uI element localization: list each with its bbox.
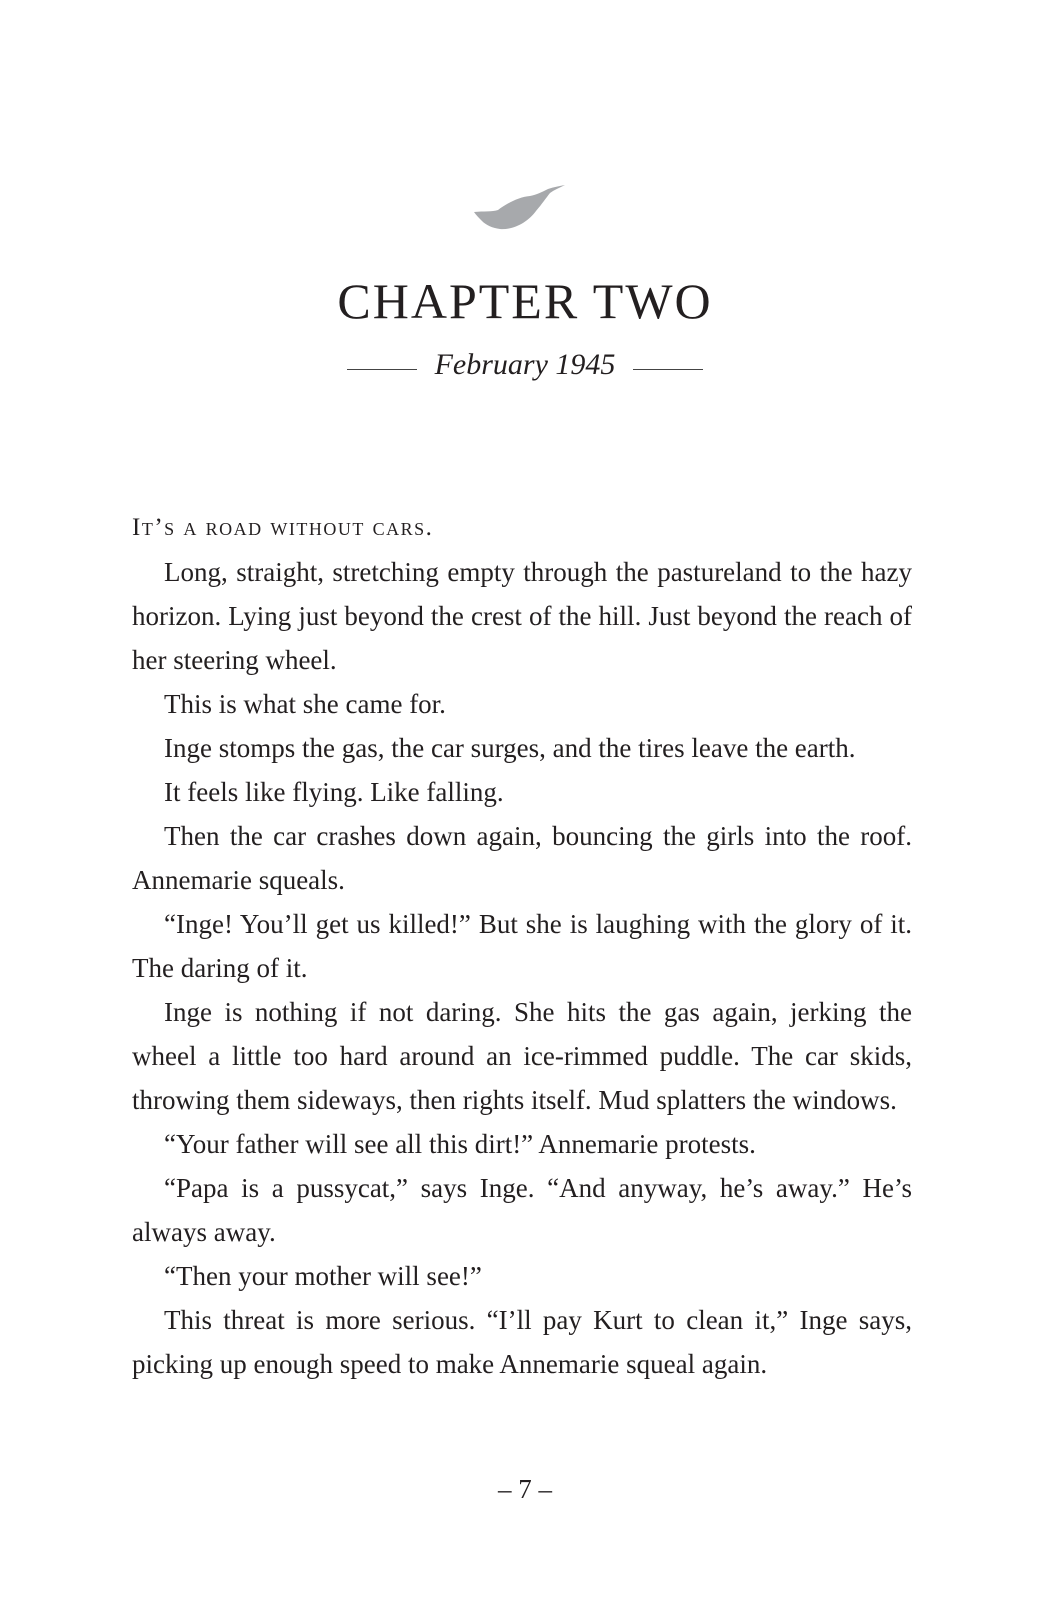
paragraph: “Your father will see all this dirt!” Annemarie protests. [164,1129,756,1159]
paragraph: Inge stomps the gas, the car surges, and the tires leave the earth. [164,733,856,763]
paragraph: Long, straight, stretching empty through the pastureland to the hazy horizon. Lying just beyond the crest of the hill. Just beyond the reach of her steering wheel. [132,557,912,675]
paragraph: “Inge! You’ll get us killed!” But she is laughing with the glory of it. The daring of it. [132,909,912,983]
paragraph: It feels like flying. Like falling. [164,777,504,807]
chapter-date-line [0,348,1050,382]
chapter-date: February 1945 [434,348,616,381]
paragraph: “Papa is a pussycat,” says Inge. “And anyway, he’s away.” He’s always away. [132,1173,912,1247]
paragraph: “Then your mother will see!” [164,1261,482,1291]
page-number: – 7 – [498,1474,552,1504]
paragraph: Then the car crashes down again, bouncing the girls into the roof. Annemarie squeals. [132,821,912,895]
opening-line: It’s a road without cars. [132,514,434,541]
left-divider-rule [347,369,417,370]
paragraph: Inge is nothing if not daring. She hits the gas again, jerking the wheel a little too hard around an ice-rimmed puddle. The car skids, throwing them sideways, then rights itself. Mud splatters the windows. [132,997,912,1115]
right-divider-rule [633,369,703,370]
bird-icon [470,184,566,234]
paragraph: This is what she came for. [164,689,446,719]
chapter-title: CHAPTER TWO [337,273,713,329]
chapter-body [132,506,912,1386]
paragraph: This threat is more serious. “I’ll pay Kurt to clean it,” Inge says, picking up enough speed to make Annemarie squeal again. [132,1305,912,1379]
